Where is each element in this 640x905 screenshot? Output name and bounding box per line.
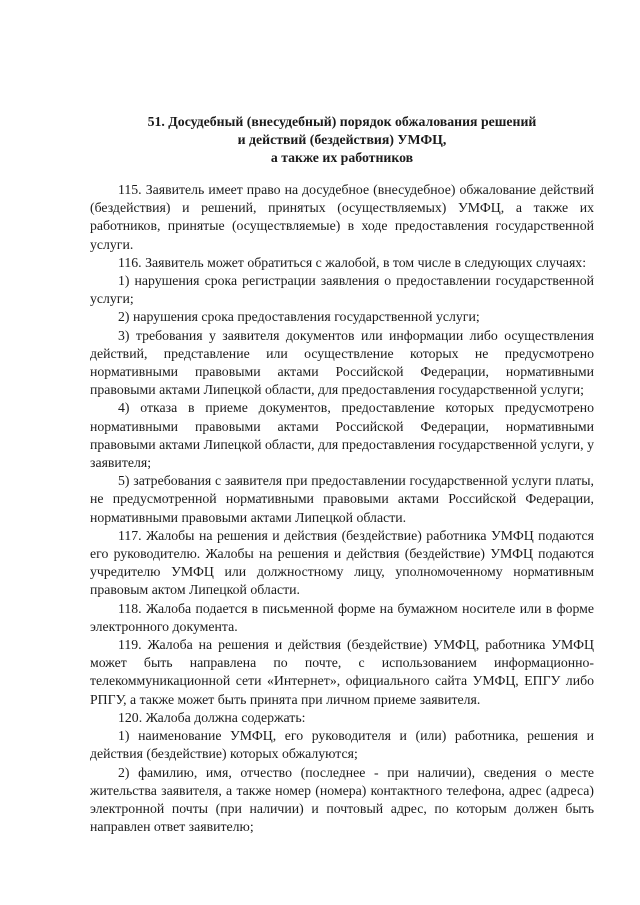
list-item-120-1: 1) наименование УМФЦ, его руководителя и (или) работника, решения и действия (бездействие) которых обжалуются; (90, 728, 594, 762)
paragraph-120: 120. Жалоба должна содержать: (118, 709, 306, 725)
document-page (90, 0, 594, 905)
paragraph-117: 117. Жалобы на решения и действия (бездействие) работника УМФЦ подаются его руководителю. Жалобы на решения и действия (бездействие) УМФЦ подаются учредителю УМФЦ или должностному лицу, уполномоченному нормативным правовым актом Липецкой области. (90, 527, 594, 598)
list-item-120-2: 2) фамилию, имя, отчество (последнее - при наличии), сведения о месте жительства заявителя, а также номер (номера) контактного телефона, адрес (адреса) электронной почты (при наличии) и почтовый адрес, по которым должен быть направлен ответ заявителю; (90, 764, 594, 835)
section-heading-line-1: 51. Досудебный (внесудебный) порядок обжалования решений (147, 114, 537, 129)
document-body (90, 181, 594, 836)
list-item-116-5: 5) затребования с заявителя при предоставлении государственной услуги платы, не предусмотренной нормативными правовыми актами Российской Федерации, нормативными правовыми актами Липецкой области. (90, 473, 594, 525)
paragraph-116: 116. Заявитель может обратиться с жалобой, в том числе в следующих случаях: (118, 254, 587, 270)
list-item-116-2: 2) нарушения срока предоставления государственной услуги; (118, 309, 480, 325)
paragraph-115: 115. Заявитель имеет право на досудебное (внесудебное) обжалование действий (бездействия) и решений, принятых (осуществляемых) УМФЦ, а также их работников, принятые (осуществляемые) в ходе предоставления государственной услуги. (90, 182, 594, 252)
section-heading (90, 113, 594, 167)
paragraph-119: 119. Жалоба на решения и действия (бездействие) УМФЦ, работника УМФЦ может быть направлена по почте, с использованием информационно-телекоммуникационной сети «Интернет», официального сайта УМФЦ, ЕПГУ либо РПГУ, а также может быть принята при личном приеме заявителя. (90, 637, 594, 707)
section-heading-line-2: и действий (бездействия) УМФЦ, (237, 132, 447, 147)
section-heading-line-3: а также их работников (270, 150, 414, 165)
list-item-116-1: 1) нарушения срока регистрации заявления о предоставлении государственной услуги; (90, 273, 594, 307)
list-item-116-3: 3) требования у заявителя документов или информации либо осуществления действий, представление или осуществление которых не предусмотрено нормативными правовыми актами Российской Федерации, нормативными правовыми актами Липецкой области, для предоставления государственной услуги; (90, 327, 594, 398)
list-item-116-4: 4) отказа в приеме документов, предоставление которых предусмотрено нормативными правовыми актами Российской Федерации, нормативными правовыми актами Липецкой области, для предоставления государственной услуги, у заявителя; (90, 400, 594, 471)
paragraph-118: 118. Жалоба подается в письменной форме на бумажном носителе или в форме электронного документа. (90, 600, 594, 634)
